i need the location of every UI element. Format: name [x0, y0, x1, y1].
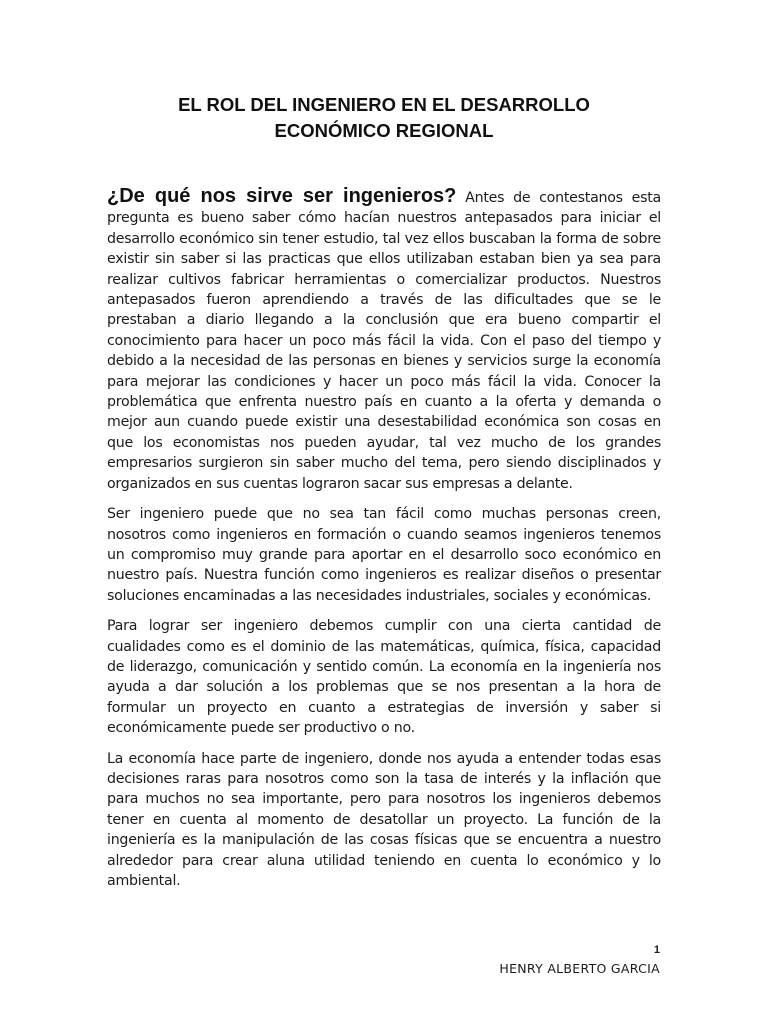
paragraph-4: La economía hace parte de ingeniero, donde nos ayuda a entender todas esas decisiones raras para nosotros como son la tasa de interés y la inflación que para muchos no sea importante, pero para nosotros los ingenieros debemos tener en cuenta al momento de desatollar un proyecto. La función de la ingeniería es la manipulación de las cosas físicas que se encuentra a nuestro alrededor para crear aluna utilidad teniendo en cuenta lo económico y lo ambiental. — [107, 750, 661, 889]
paragraph-1 — [107, 186, 661, 494]
title-line-1: EL ROL DEL INGENIERO EN EL DESARROLLO — [178, 94, 590, 115]
paragraph-3: Para lograr ser ingeniero debemos cumplir con una cierta cantidad de cualidades como es el dominio de las matemáticas, química, física, capacidad de liderazgo, comunicación y sentido común. La economía en la ingeniería nos ayuda a dar solución a los problemas que se nos presentan a la hora de formular un proyecto en cuanto a estrategias de inversión y saber si económicamente puede ser productivo o no. — [107, 618, 661, 737]
paragraph-2: Ser ingeniero puede que no sea tan fácil como muchas personas creen, nosotros como ingenieros en formación o cuando seamos ingenieros tenemos un compromiso muy grande para aportar en el desarrollo soco económico en nuestro país. Nuestra función como ingenieros es realizar diseños o presentar soluciones encaminadas a las necesidades industriales, sociales y económicas. — [107, 506, 661, 604]
author-name: HENRY ALBERTO GARCIA — [499, 961, 660, 976]
document-body — [107, 186, 661, 901]
page-footer — [499, 942, 660, 978]
lead-question: ¿De qué nos sirve ser ingenieros? — [107, 185, 457, 207]
document-title — [100, 92, 668, 144]
title-line-2: ECONÓMICO REGIONAL — [274, 120, 494, 141]
page-number: 1 — [653, 944, 660, 956]
paragraph-1-text: Antes de contestanos esta pregunta es bueno saber cómo hacían nuestros antepasados para iniciar el desarrollo económico sin tener estudio, tal vez ellos buscaban la forma de sobre existir sin saber si las practicas que ellos utilizaban estaban bien ya sea para realizar cultivos fabricar herramientas o comercializar productos. Nuestros antepasados fueron aprendiendo a través de las dificultades que se le prestaban a diario llegando a la conclusión que era bueno compartir el conocimiento para hacer un poco más fácil la vida. Con el paso del tiempo y debido a la necesidad de las personas en bienes y servicios surge la economía para mejorar las condiciones y hacer un poco más fácil la vida. Conocer la problemática que enfrenta nuestro país en cuanto a la oferta y demanda o mejor aun cuando puede existir una desestabilidad económica son cosas en que los economistas nos pueden ayudar, tal vez mucho de los grandes empresarios surgieron sin saber mucho del tema, pero siendo disciplinados y organizados en sus cuentas lograron sacar sus empresas a delante. — [107, 190, 661, 492]
